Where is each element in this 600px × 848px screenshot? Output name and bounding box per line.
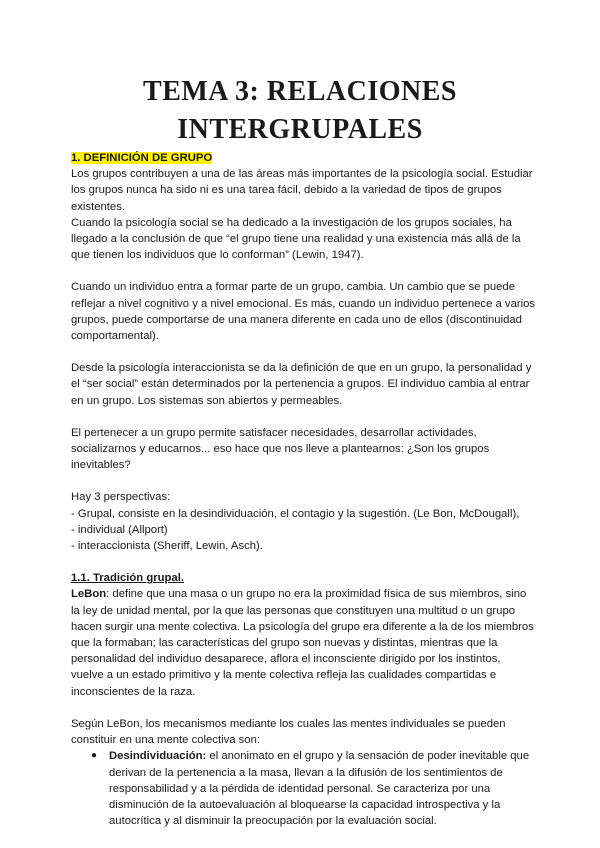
perspective-item: - interaccionista (Sheriff, Lewin, Asch). — [71, 540, 263, 553]
title-line-2: INTERGRUPALES — [177, 114, 423, 145]
mechanisms-list — [71, 748, 536, 829]
mechanisms-intro: Según LeBon, los mecanismos mediante los cuales las mentes individuales se pueden constituir en una mente colectiva son: — [71, 717, 506, 747]
bullet-icon: ● — [91, 750, 98, 762]
spacer — [71, 473, 536, 489]
perspective-item: - individual (Allport) — [71, 523, 168, 536]
spacer — [71, 263, 536, 279]
perspective-item: - Grupal, consiste en la desindividuación, el contagio y la sugestión. (Le Bon, McDougall), — [71, 507, 520, 520]
spacer — [71, 554, 536, 570]
paragraph-4: Desde la psicología interaccionista se da la definición de que en un grupo, la personalidad y el “ser social” están determinados por la pertenencia a grupos. El individuo cambia al entrar en un grupo. Los sistemas son abiertos y permeables. — [71, 362, 532, 407]
perspectives-intro: Hay 3 perspectivas: — [71, 491, 171, 504]
title-line-1: TEMA 3: RELACIONES — [143, 76, 457, 107]
section-heading-definicion — [71, 150, 536, 166]
bullet-text: el anonimato en el grupo y la sensación de poder inevitable que derivan de la pertenencia a la masa, llevan a la difusión de los sentimientos de responsabilidad y a la pérdida de identidad personal. Se caracteriza por una disminución de la autoevaluación al bloquearse la capacidad introspectiva y la autocrítica y al disminuir la preocupación por la evaluación social. — [109, 750, 530, 828]
lebon-text: : define que una masa o un grupo no era la proximidad física de sus miembros, sino la ley de unidad mental, por la que las personas que constituyen una multitud o un grupo hacen surgir una mente colectiva. La psicología del grupo era diferente a la de los miembros que la formaban; las características del grupo son nuevas y distintas, mientras que la personalidad del individuo desaparece, aflora el inconsciente dirigido por los instintos, vuelve a un estado primitivo y la mente colectiva refleja las cualidades compartidas e inconscientes de la raza. — [71, 588, 534, 698]
document-body — [71, 150, 536, 829]
lebon-name: LeBon — [71, 588, 107, 601]
lebon-paragraph — [71, 586, 536, 699]
spacer — [71, 700, 536, 716]
list-item — [71, 748, 536, 829]
spacer — [71, 344, 536, 360]
bullet-term: Desindividuación: — [109, 750, 207, 763]
paragraph-3: Cuando un individuo entra a formar parte de un grupo, cambia. Un cambio que se puede reflejar a nivel cognitivo y a nivel emocional. Es más, cuando un individuo pertenece a varios grupos, puede comportarse de una manera diferente en cada uno de ellos (discontinuidad comportamental). — [71, 281, 536, 343]
paragraph-2: Cuando la psicología social se ha dedicado a la investigación de los grupos sociales, ha llegado a la conclusión de que “el grupo tiene una realidad y una existencia más allá de la que tienen los individuos que lo conforman” (Lewin, 1947). — [71, 216, 521, 262]
highlighted-heading-text: 1. DEFINICIÓN DE GRUPO — [71, 152, 213, 164]
paragraph-1: Los grupos contribuyen a una de las áreas más importantes de la psicología social. Estudiar los grupos nunca ha sido ni es una tarea fácil, debido a la variedad de tipos de grupos existentes. — [71, 168, 533, 213]
paragraph-5: El pertenecer a un grupo permite satisfacer necesidades, desarrollar actividades, socializarnos y educarnos... eso hace que nos lleve a plantearnos: ¿Son los grupos inevitables? — [71, 426, 490, 472]
subsection-heading-tradicion-grupal: 1.1. Tradición grupal. — [71, 572, 184, 585]
spacer — [71, 409, 536, 425]
